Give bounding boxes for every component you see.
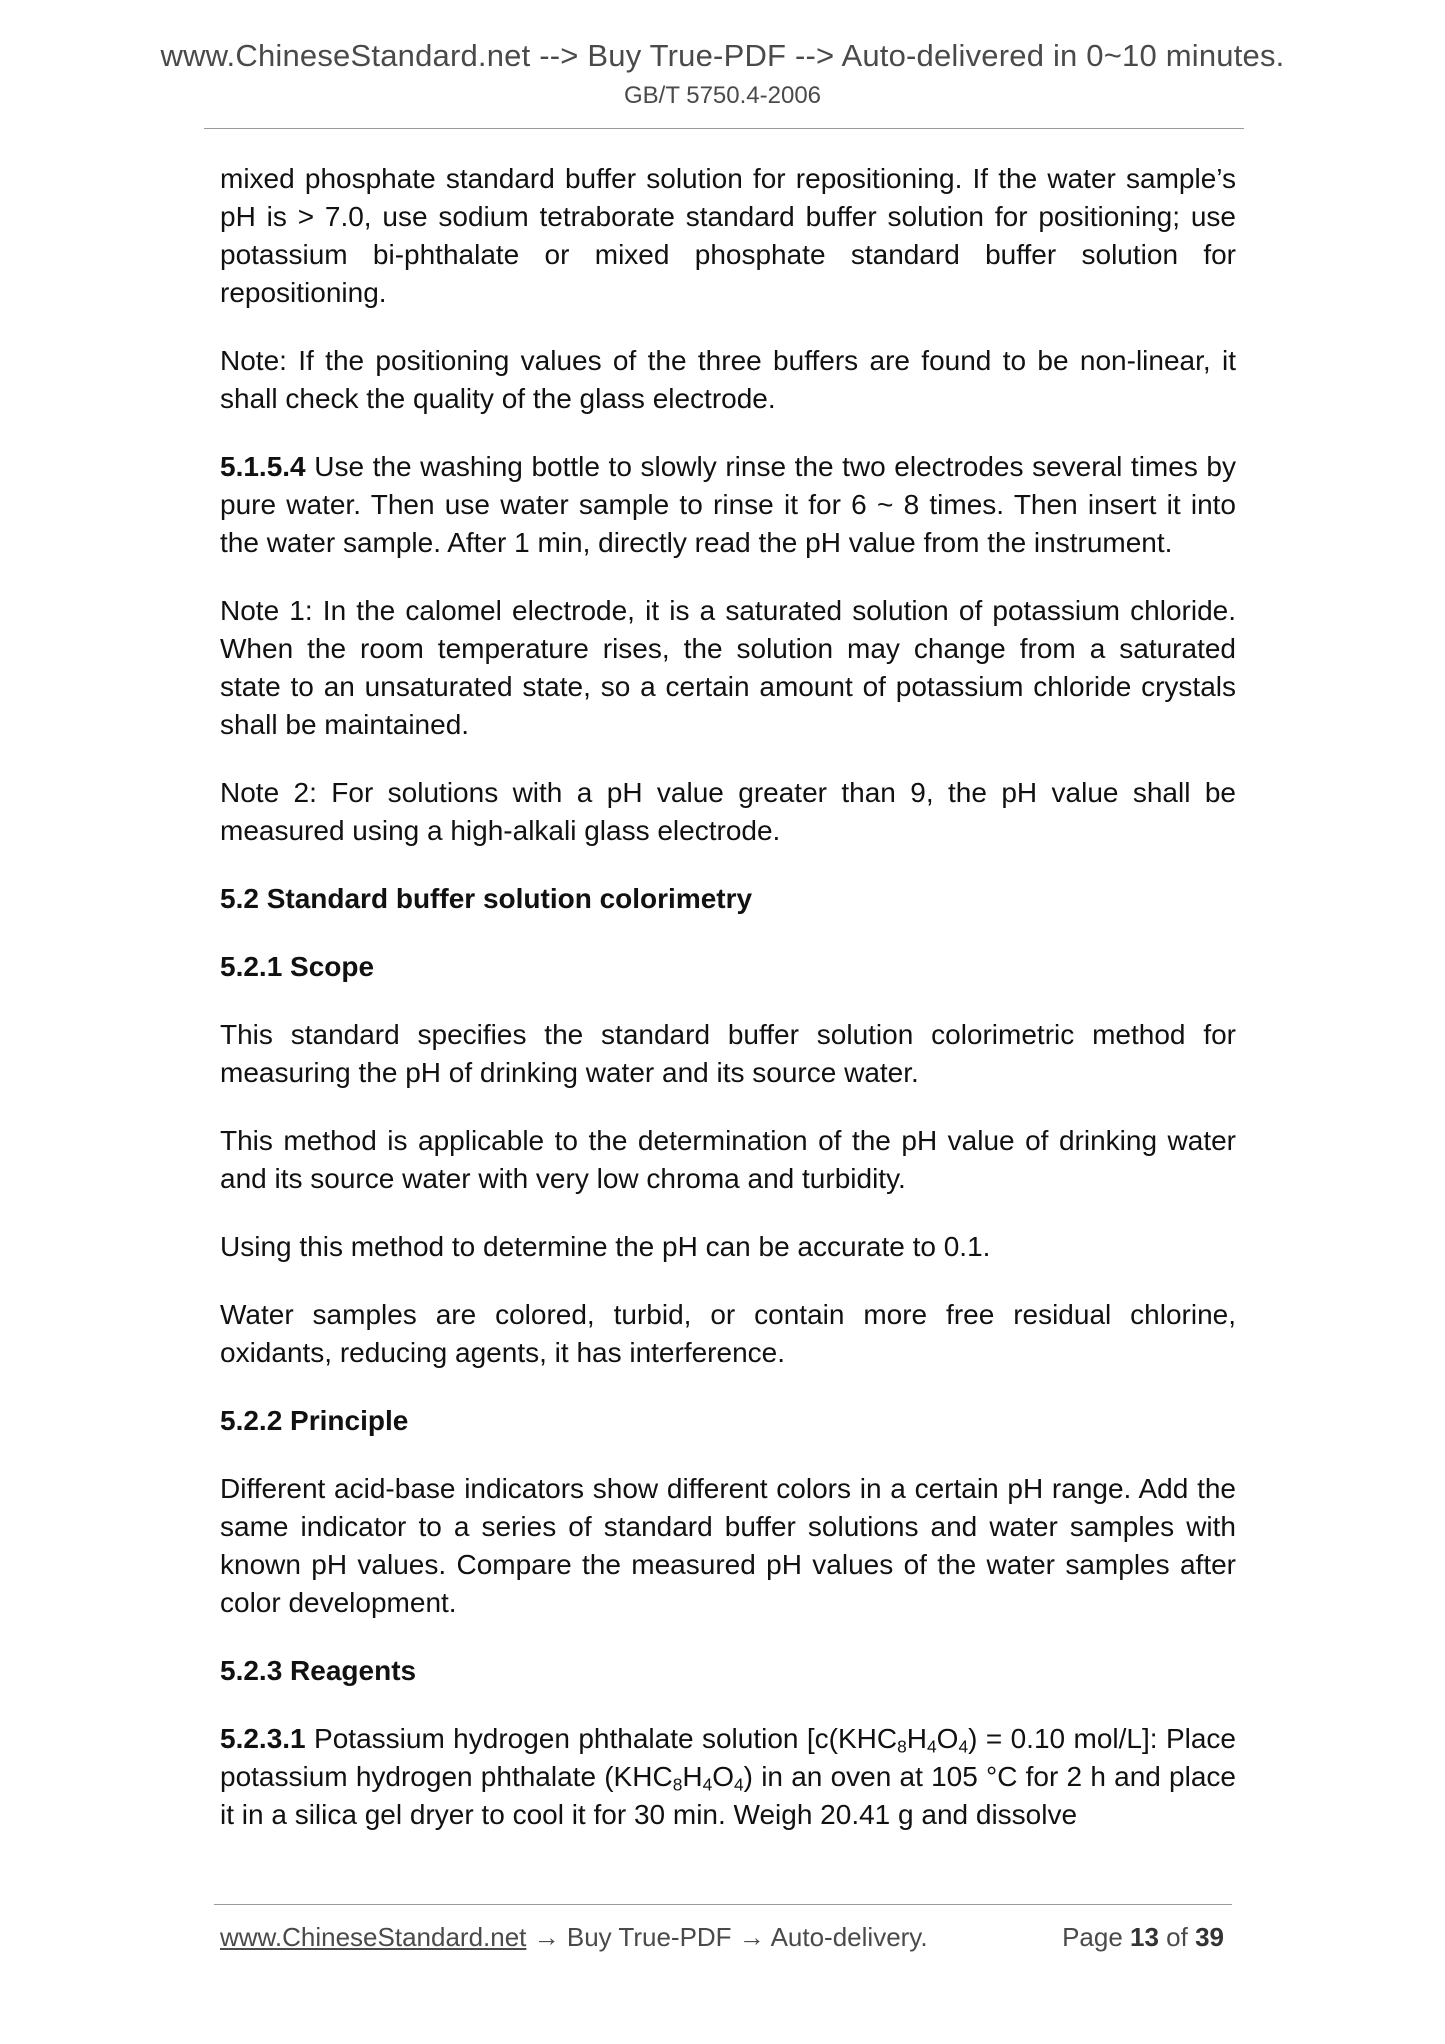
paragraph: Different acid-base indicators show different colors in a certain pH range. Add the same indicator to a series of standard buffer solutions and water samples with known pH values. Compare the measured pH values of the water samples after color development. <box>220 1473 1236 1618</box>
subscript: 4 <box>958 1736 969 1757</box>
section-heading: 5.2 Standard buffer solution colorimetry <box>220 883 753 914</box>
footer-divider <box>214 1904 1232 1905</box>
footer-promo-text: → Buy True-PDF → Auto-delivery. <box>526 1922 928 1952</box>
subsection-heading: 5.2.2 Principle <box>220 1405 409 1436</box>
page-total: 39 <box>1195 1922 1224 1952</box>
clause-text: H <box>682 1761 703 1792</box>
note-2-paragraph: Note 2: For solutions with a pH value greater than 9, the pH value shall be measured using a high-alkali glass electrode. <box>220 777 1236 846</box>
paragraph: This method is applicable to the determination of the pH value of drinking water and its source water with very low chroma and turbidity. <box>220 1125 1236 1194</box>
clause-text: ) in an oven at 105 °C for 2 h and place it in a silica gel dryer to cool it for 30 min. Weigh 20.41 g and dissolve <box>220 1761 1236 1830</box>
note-1-paragraph: Note 1: In the calomel electrode, it is a saturated solution of potassium chloride. When the room temperature rises, the solution may change from a saturated state to an unsaturated state, so a certain amount of potassium chloride crystals shall be maintained. <box>220 595 1236 740</box>
header-banner: www.ChineseStandard.net --> Buy True-PDF --> Auto-delivered in 0~10 minutes. <box>160 38 1285 73</box>
clause-5-2-3-1 <box>220 1720 1236 1834</box>
document-body <box>220 160 1236 1864</box>
page-indicator <box>1062 1922 1224 1953</box>
note-paragraph: Note: If the positioning values of the three buffers are found to be non-linear, it shall check the quality of the glass electrode. <box>220 345 1236 414</box>
footer-promo <box>220 1922 928 1953</box>
clause-number: 5.1.5.4 <box>220 451 306 482</box>
clause-text: H <box>906 1723 928 1754</box>
paragraph: This standard specifies the standard buffer solution colorimetric method for measuring the pH of drinking water and its source water. <box>220 1019 1236 1088</box>
page-number: 13 <box>1130 1922 1159 1952</box>
subscript: 8 <box>897 1736 907 1757</box>
paragraph: mixed phosphate standard buffer solution for repositioning. If the water sample’s pH is > 7.0, use sodium tetraborate standard buffer solution for positioning; use potassium bi-phthalate or mixed phosphate standard buffer solution for repositioning. <box>220 163 1236 308</box>
clause-text: Potassium hydrogen phthalate solution [c(KHC <box>305 1723 898 1754</box>
header-divider <box>204 128 1244 129</box>
paragraph: Water samples are colored, turbid, or contain more free residual chlorine, oxidants, reducing agents, it has interference. <box>220 1299 1236 1368</box>
footer-site-link[interactable]: www.ChineseStandard.net <box>220 1922 527 1952</box>
subscript: 4 <box>927 1736 937 1757</box>
subsection-heading: 5.2.3 Reagents <box>220 1655 417 1686</box>
clause-text: ) = 0.10 mol/L]: Place potassium hydrogen phthalate (KHC <box>220 1723 1236 1792</box>
document-id: GB/T 5750.4-2006 <box>623 82 822 109</box>
clause-text: Use the washing bottle to slowly rinse the two electrodes several times by pure water. Then use water sample to rinse it for 6 ~ 8 times. Then insert it into the water sample. After 1 min, directly read the pH value from the instrument. <box>220 451 1236 558</box>
clause-text: O <box>936 1723 959 1754</box>
clause-number: 5.2.3.1 <box>220 1723 306 1754</box>
page-label: Page <box>1062 1922 1131 1952</box>
subsection-heading: 5.2.1 Scope <box>220 951 375 982</box>
clause-text: O <box>712 1761 735 1792</box>
clause-5-1-5-4 <box>220 448 1236 562</box>
subscript: 4 <box>734 1774 744 1795</box>
page-of-label: of <box>1158 1922 1196 1952</box>
subscript: 4 <box>702 1774 713 1795</box>
paragraph: Using this method to determine the pH can be accurate to 0.1. <box>220 1231 991 1262</box>
subscript: 8 <box>672 1774 683 1795</box>
